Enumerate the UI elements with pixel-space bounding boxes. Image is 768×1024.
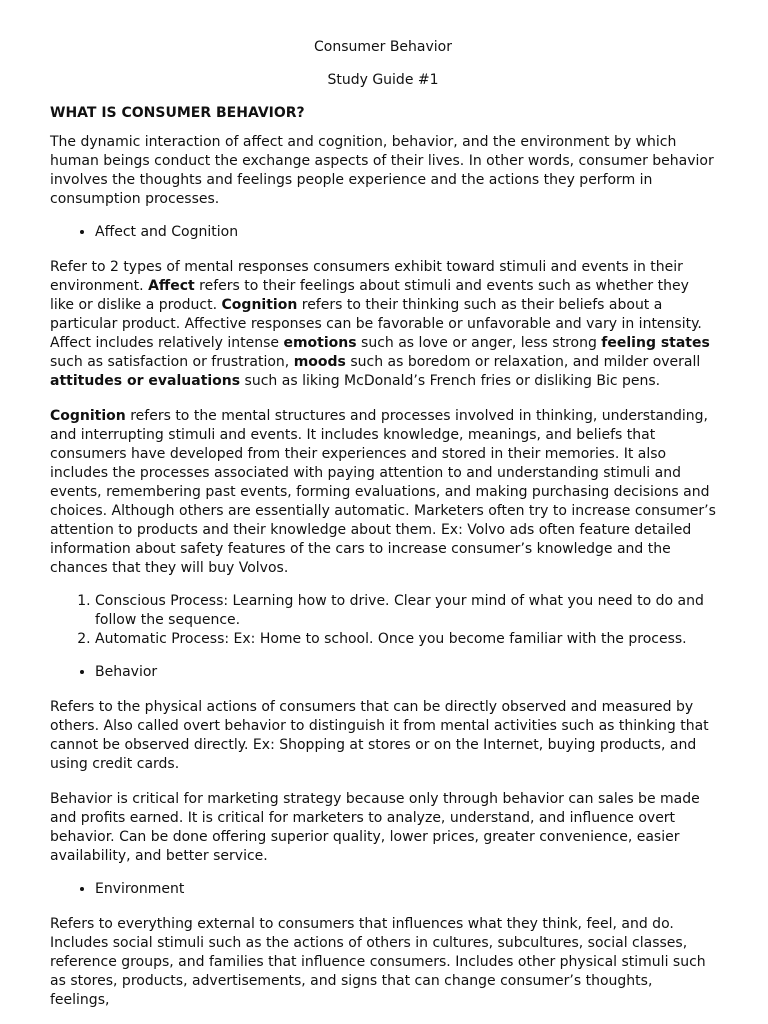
bullet-list-affect <box>50 223 716 242</box>
document-subtitle: Study Guide #1 <box>327 72 439 88</box>
bullet-behavior: • Behavior <box>95 663 716 682</box>
process-list <box>50 592 716 649</box>
term-cognition: Cognition <box>221 297 298 313</box>
list-item-conscious-process: 1. Conscious Process: Learning how to drive. Clear your mind of what you need to do and follow the sequence. <box>95 592 716 630</box>
term-moods: moods <box>293 354 346 370</box>
behavior-paragraph-1: Refers to the physical actions of consumers that can be directly observed and measured by others. Also called overt behavior to distinguish it from mental activities such as thinking that cannot be observed directly. Ex: Shopping at stores or on the Internet, buying products, and using credit cards. <box>50 699 709 772</box>
term-cognition: Cognition <box>50 408 126 424</box>
text-run: such as satisfaction or frustration, <box>50 354 294 370</box>
text-run: refers to the mental structures and processes involved in thinking, understanding, and interrupting stimuli and events. It includes knowledge, meanings, and beliefs that consumers have developed from their experiences and stored in their memories. It also includes the processes associated with paying attention to and understanding stimuli and events, remembering past events, forming evaluations, and making purchasing decisions and choices. Although others are essentially automatic. Marketers often try to increase consumer’s attention to products and their knowledge about them. Ex: Volvo ads often feature detailed information about safety features of the cars to increase consumer’s knowledge and the chances that they will buy Volvos. <box>50 408 716 576</box>
text-run: refers to their feelings about stimuli and events such as whether they like or dislike a product. <box>50 278 689 313</box>
text-run: such as boredom or relaxation, and milder overall <box>345 354 701 370</box>
text-run: such as liking McDonald’s French fries or disliking Bic pens. <box>240 373 661 389</box>
list-item-automatic-process: 2. Automatic Process: Ex: Home to school. Once you become familiar with the process. <box>95 630 716 649</box>
affect-paragraph <box>50 258 716 391</box>
intro-paragraph: The dynamic interaction of affect and cognition, behavior, and the environment by which human beings conduct the exchange aspects of their lives. In other words, consumer behavior involves the thoughts and feelings people experience and the actions they perform in consumption processes. <box>50 134 714 207</box>
term-emotions: emotions <box>283 335 357 351</box>
text-run: Refer to 2 types of mental responses consumers exhibit toward stimuli and events in their environment. <box>50 259 683 294</box>
text-run: refers to their thinking such as their beliefs about a particular product. Affective responses can be favorable or unfavorable and vary in intensity. Affect includes relatively intense <box>50 297 702 351</box>
bullet-list-behavior <box>50 663 716 682</box>
section-heading: WHAT IS CONSUMER BEHAVIOR? <box>50 105 305 121</box>
document-title: Consumer Behavior <box>313 39 452 55</box>
term-affect: Affect <box>148 278 195 294</box>
term-attitudes-evaluations: attitudes or evaluations <box>50 373 241 389</box>
bullet-environment: • Environment <box>95 880 716 899</box>
behavior-paragraph-2: Behavior is critical for marketing strategy because only through behavior can sales be made and profits earned. It is critical for marketers to analyze, understand, and influence overt behavior. Can be done offering superior quality, lower prices, greater convenience, easier availability, and better service. <box>50 791 700 864</box>
text-run: such as love or anger, less strong <box>356 335 602 351</box>
bullet-affect-cognition: • Affect and Cognition <box>95 223 716 242</box>
term-feeling-states: feeling states <box>601 335 710 351</box>
environment-paragraph: Refers to everything external to consumers that influences what they think, feel, and do. Includes social stimuli such as the actions of others in cultures, subcultures, social classes, reference groups, and families that influence consumers. Includes other physical stimuli such as stores, products, advertisements, and signs that can change consumer’s thoughts, feelings, <box>50 916 706 1008</box>
cognition-paragraph <box>50 407 716 578</box>
bullet-list-environment <box>50 880 716 899</box>
